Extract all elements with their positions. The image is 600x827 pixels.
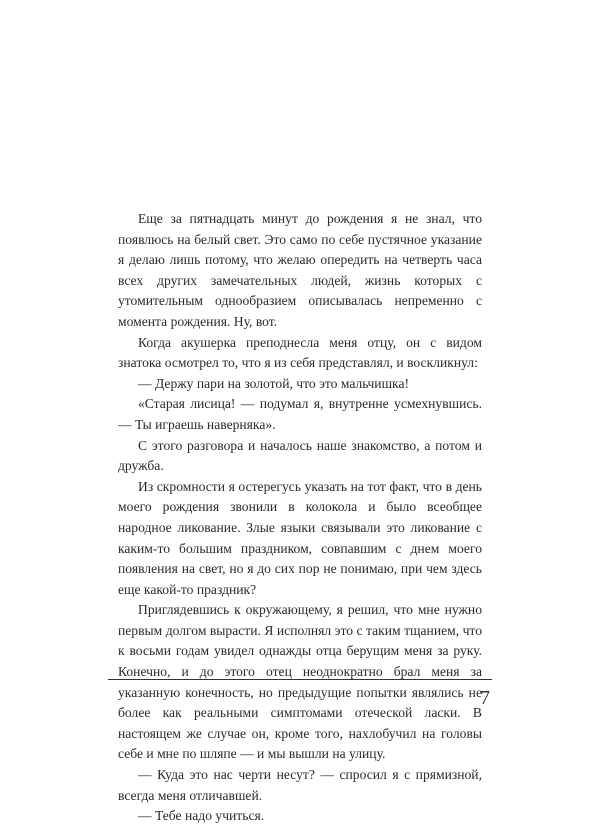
paragraph-question: — Куда это нас черти несут? — спросил я с прямизной, всегда меня отличавшей. — [118, 767, 482, 803]
page-number: 7 — [480, 687, 490, 709]
paragraph-answer: — Тебе надо учиться. — [138, 808, 265, 824]
paragraph-midwife: Когда акушерка преподнесла меня отцу, он с видом знатока осмотрел то, что я из себя представлял, и воскликнул: — [118, 334, 482, 371]
paragraph-bells: Из скромности я остерегусь указать на тот факт, что в день моего рождения звонили в колокола и было всеобщее народное ликование. Злые языки связывали это ликование с каким-то большим праздником, совпавшим с днем моего появления на свет, но я до сих пор не понимаю, при чем здесь еще какой-то праздник? — [118, 478, 482, 597]
footer-rule — [108, 679, 492, 680]
paragraph-growing-up: Приглядевшись к окружающему, я решил, что мне нужно первым долгом вырасти. Я исполнял это с таким тщанием, что к восьми годам увидел однажды отца берущим меня за руку. Конечно, и до этого отец неоднократно брал меня за указанную конечность, но предыдущие попытки являлись не более как реальными симптомами отеческой ласки. В настоящем же случае он, кроме того, нахлобучил на головы себе и мне по шляпе — и мы вышли на улицу. — [118, 602, 482, 762]
paragraph-birth-intro: Еще за пятнадцать минут до рождения я не знал, что появлюсь на белый свет. Это само по себе пустячное указание я делаю лишь потому, что желаю опередить на четверть часа всех других замечательных людей, жизнь которых с утомительным однообразием описывалась непременно с момента рождения. Ну, вот. — [118, 211, 482, 329]
paragraph-old-fox: «Старая лисица! — подумал я, внутренне усмехнувшись. — Ты играешь наверняка». — [118, 396, 482, 432]
paragraph-father-bet: — Держу пари на золотой, что это мальчишка! — [138, 375, 410, 391]
body-text — [118, 209, 482, 827]
paragraph-acquaintance: С этого разговора и началось наше знакомство, а потом и дружба. — [118, 437, 482, 474]
